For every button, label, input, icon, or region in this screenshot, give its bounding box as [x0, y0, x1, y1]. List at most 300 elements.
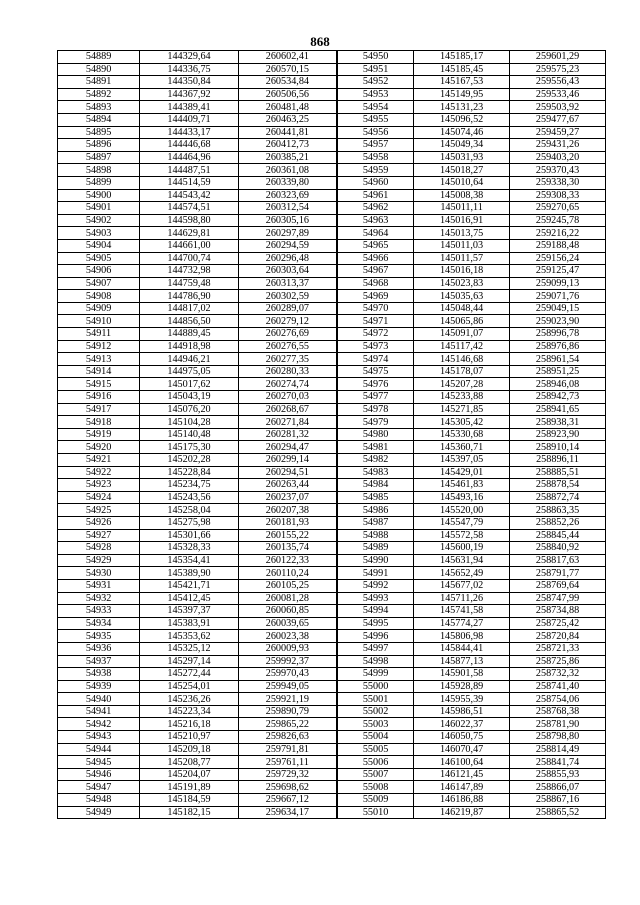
x-coordinate-left-cell: 144700,74 [140, 252, 239, 265]
y-coordinate-left-cell: 260506,56 [238, 88, 337, 101]
point-number-right-cell: 54956 [337, 126, 414, 139]
x-coordinate-left-cell: 144514,59 [140, 176, 239, 189]
x-coordinate-right-cell: 145074,46 [414, 126, 510, 139]
point-number-left-cell: 54928 [58, 542, 140, 555]
x-coordinate-right-cell: 145011,57 [414, 252, 510, 265]
y-coordinate-right-cell: 258872,74 [510, 491, 606, 504]
point-number-right-cell: 54987 [337, 516, 414, 529]
y-coordinate-left-cell: 260023,38 [238, 630, 337, 643]
point-number-left-cell: 54913 [58, 353, 140, 366]
x-coordinate-left-cell: 145209,18 [140, 743, 239, 756]
y-coordinate-left-cell: 259791,81 [238, 743, 337, 756]
point-number-right-cell: 54981 [337, 441, 414, 454]
point-number-right-cell: 54972 [337, 328, 414, 341]
point-number-left-cell: 54919 [58, 428, 140, 441]
point-number-right-cell: 54994 [337, 605, 414, 618]
point-number-right-cell: 54999 [337, 668, 414, 681]
y-coordinate-right-cell: 258855,93 [510, 768, 606, 781]
table-row [58, 479, 606, 492]
y-coordinate-left-cell: 259992,37 [238, 655, 337, 668]
x-coordinate-left-cell: 145353,62 [140, 630, 239, 643]
table-row [58, 668, 606, 681]
y-coordinate-left-cell: 260602,41 [238, 51, 337, 64]
point-number-left-cell: 54903 [58, 227, 140, 240]
y-coordinate-right-cell: 258910,14 [510, 441, 606, 454]
table-row [58, 454, 606, 467]
x-coordinate-left-cell: 145421,71 [140, 579, 239, 592]
point-number-left-cell: 54900 [58, 189, 140, 202]
y-coordinate-right-cell: 258951,25 [510, 365, 606, 378]
y-coordinate-left-cell: 260303,64 [238, 265, 337, 278]
point-number-left-cell: 54907 [58, 277, 140, 290]
table-row [58, 529, 606, 542]
x-coordinate-left-cell: 144629,81 [140, 227, 239, 240]
x-coordinate-left-cell: 145301,66 [140, 529, 239, 542]
y-coordinate-left-cell: 260463,25 [238, 113, 337, 126]
x-coordinate-right-cell: 146219,87 [414, 806, 510, 819]
x-coordinate-left-cell: 144817,02 [140, 302, 239, 315]
x-coordinate-right-cell: 145117,42 [414, 340, 510, 353]
point-number-left-cell: 54891 [58, 76, 140, 89]
table-row [58, 579, 606, 592]
y-coordinate-left-cell: 259826,63 [238, 731, 337, 744]
point-number-right-cell: 54997 [337, 642, 414, 655]
point-number-left-cell: 54914 [58, 365, 140, 378]
point-number-left-cell: 54936 [58, 642, 140, 655]
y-coordinate-right-cell: 259099,13 [510, 277, 606, 290]
coordinates-table [57, 50, 606, 819]
x-coordinate-right-cell: 146147,89 [414, 781, 510, 794]
y-coordinate-right-cell: 259245,78 [510, 214, 606, 227]
x-coordinate-right-cell: 145065,86 [414, 315, 510, 328]
x-coordinate-right-cell: 145010,64 [414, 176, 510, 189]
y-coordinate-right-cell: 258865,52 [510, 806, 606, 819]
y-coordinate-right-cell: 258747,99 [510, 592, 606, 605]
x-coordinate-left-cell: 145184,59 [140, 794, 239, 807]
x-coordinate-left-cell: 144446,68 [140, 139, 239, 152]
point-number-right-cell: 54965 [337, 239, 414, 252]
y-coordinate-left-cell: 260313,37 [238, 277, 337, 290]
x-coordinate-left-cell: 145191,89 [140, 781, 239, 794]
table-row [58, 391, 606, 404]
point-number-right-cell: 54962 [337, 202, 414, 215]
x-coordinate-left-cell: 144336,75 [140, 63, 239, 76]
table-row [58, 290, 606, 303]
point-number-left-cell: 54948 [58, 794, 140, 807]
y-coordinate-right-cell: 258814,49 [510, 743, 606, 756]
y-coordinate-right-cell: 258734,88 [510, 605, 606, 618]
x-coordinate-left-cell: 145412,45 [140, 592, 239, 605]
table-row [58, 126, 606, 139]
y-coordinate-right-cell: 258946,08 [510, 378, 606, 391]
point-number-left-cell: 54923 [58, 479, 140, 492]
y-coordinate-right-cell: 259308,33 [510, 189, 606, 202]
x-coordinate-left-cell: 145210,97 [140, 731, 239, 744]
y-coordinate-right-cell: 259023,90 [510, 315, 606, 328]
y-coordinate-left-cell: 260281,32 [238, 428, 337, 441]
y-coordinate-left-cell: 260534,84 [238, 76, 337, 89]
point-number-right-cell: 54992 [337, 579, 414, 592]
y-coordinate-left-cell: 260339,80 [238, 176, 337, 189]
point-number-right-cell: 54963 [337, 214, 414, 227]
point-number-left-cell: 54946 [58, 768, 140, 781]
y-coordinate-right-cell: 258866,07 [510, 781, 606, 794]
point-number-left-cell: 54910 [58, 315, 140, 328]
x-coordinate-left-cell: 144598,80 [140, 214, 239, 227]
y-coordinate-right-cell: 258867,16 [510, 794, 606, 807]
point-number-right-cell: 54952 [337, 76, 414, 89]
table-row [58, 378, 606, 391]
point-number-left-cell: 54909 [58, 302, 140, 315]
x-coordinate-left-cell: 145228,84 [140, 466, 239, 479]
y-coordinate-left-cell: 260122,33 [238, 554, 337, 567]
point-number-right-cell: 54993 [337, 592, 414, 605]
x-coordinate-left-cell: 144367,92 [140, 88, 239, 101]
y-coordinate-left-cell: 260279,12 [238, 315, 337, 328]
table-row [58, 630, 606, 643]
x-coordinate-left-cell: 144732,98 [140, 265, 239, 278]
point-number-right-cell: 55005 [337, 743, 414, 756]
x-coordinate-right-cell: 145305,42 [414, 416, 510, 429]
table-row [58, 655, 606, 668]
y-coordinate-right-cell: 258741,40 [510, 680, 606, 693]
x-coordinate-right-cell: 145806,98 [414, 630, 510, 643]
point-number-right-cell: 54971 [337, 315, 414, 328]
point-number-right-cell: 54974 [337, 353, 414, 366]
point-number-left-cell: 54942 [58, 718, 140, 731]
x-coordinate-right-cell: 146186,88 [414, 794, 510, 807]
table-row [58, 516, 606, 529]
x-coordinate-right-cell: 145233,88 [414, 391, 510, 404]
table-row [58, 176, 606, 189]
point-number-left-cell: 54912 [58, 340, 140, 353]
x-coordinate-left-cell: 144759,48 [140, 277, 239, 290]
y-coordinate-right-cell: 258769,64 [510, 579, 606, 592]
y-coordinate-right-cell: 258938,31 [510, 416, 606, 429]
point-number-left-cell: 54926 [58, 516, 140, 529]
table-row [58, 781, 606, 794]
point-number-left-cell: 54902 [58, 214, 140, 227]
y-coordinate-right-cell: 258732,32 [510, 668, 606, 681]
y-coordinate-left-cell: 259865,22 [238, 718, 337, 731]
point-number-right-cell: 54966 [337, 252, 414, 265]
y-coordinate-right-cell: 259338,30 [510, 176, 606, 189]
x-coordinate-left-cell: 144543,42 [140, 189, 239, 202]
x-coordinate-left-cell: 145182,15 [140, 806, 239, 819]
point-number-right-cell: 54985 [337, 491, 414, 504]
x-coordinate-right-cell: 145185,17 [414, 51, 510, 64]
y-coordinate-left-cell: 260412,73 [238, 139, 337, 152]
x-coordinate-right-cell: 145013,75 [414, 227, 510, 240]
x-coordinate-right-cell: 145901,58 [414, 668, 510, 681]
point-number-right-cell: 54955 [337, 113, 414, 126]
table-row [58, 768, 606, 781]
point-number-right-cell: 54957 [337, 139, 414, 152]
point-number-left-cell: 54905 [58, 252, 140, 265]
point-number-right-cell: 54958 [337, 151, 414, 164]
y-coordinate-right-cell: 259503,92 [510, 101, 606, 114]
point-number-right-cell: 55009 [337, 794, 414, 807]
x-coordinate-right-cell: 145035,63 [414, 290, 510, 303]
table-row [58, 592, 606, 605]
x-coordinate-right-cell: 145023,83 [414, 277, 510, 290]
y-coordinate-right-cell: 258798,80 [510, 731, 606, 744]
x-coordinate-left-cell: 144946,21 [140, 353, 239, 366]
y-coordinate-right-cell: 258841,74 [510, 756, 606, 769]
point-number-right-cell: 54976 [337, 378, 414, 391]
x-coordinate-right-cell: 145955,39 [414, 693, 510, 706]
point-number-left-cell: 54904 [58, 239, 140, 252]
point-number-left-cell: 54899 [58, 176, 140, 189]
y-coordinate-left-cell: 259921,19 [238, 693, 337, 706]
table-row [58, 239, 606, 252]
x-coordinate-right-cell: 145461,83 [414, 479, 510, 492]
point-number-left-cell: 54945 [58, 756, 140, 769]
point-number-right-cell: 54961 [337, 189, 414, 202]
point-number-left-cell: 54935 [58, 630, 140, 643]
y-coordinate-left-cell: 260039,65 [238, 617, 337, 630]
y-coordinate-left-cell: 260441,81 [238, 126, 337, 139]
x-coordinate-left-cell: 145223,34 [140, 705, 239, 718]
point-number-right-cell: 55008 [337, 781, 414, 794]
page-number: 868 [310, 34, 330, 49]
y-coordinate-right-cell: 259533,46 [510, 88, 606, 101]
x-coordinate-right-cell: 145131,23 [414, 101, 510, 114]
point-number-left-cell: 54943 [58, 731, 140, 744]
table-row [58, 642, 606, 655]
y-coordinate-left-cell: 260312,54 [238, 202, 337, 215]
y-coordinate-left-cell: 260270,03 [238, 391, 337, 404]
x-coordinate-right-cell: 146100,64 [414, 756, 510, 769]
x-coordinate-right-cell: 145271,85 [414, 403, 510, 416]
table-row [58, 328, 606, 341]
y-coordinate-right-cell: 259188,48 [510, 239, 606, 252]
point-number-right-cell: 54975 [337, 365, 414, 378]
x-coordinate-right-cell: 145016,18 [414, 265, 510, 278]
table-row [58, 504, 606, 517]
x-coordinate-right-cell: 145018,27 [414, 164, 510, 177]
y-coordinate-left-cell: 260271,84 [238, 416, 337, 429]
y-coordinate-right-cell: 259601,29 [510, 51, 606, 64]
table-row [58, 88, 606, 101]
point-number-left-cell: 54924 [58, 491, 140, 504]
point-number-left-cell: 54929 [58, 554, 140, 567]
table-row [58, 202, 606, 215]
table-row [58, 265, 606, 278]
y-coordinate-right-cell: 258768,38 [510, 705, 606, 718]
point-number-left-cell: 54898 [58, 164, 140, 177]
table-row [58, 680, 606, 693]
x-coordinate-right-cell: 145600,19 [414, 542, 510, 555]
y-coordinate-left-cell: 260060,85 [238, 605, 337, 618]
x-coordinate-right-cell: 145877,13 [414, 655, 510, 668]
point-number-right-cell: 54990 [337, 554, 414, 567]
point-number-right-cell: 54953 [337, 88, 414, 101]
point-number-right-cell: 55010 [337, 806, 414, 819]
table-row [58, 554, 606, 567]
point-number-right-cell: 54996 [337, 630, 414, 643]
point-number-right-cell: 54988 [337, 529, 414, 542]
y-coordinate-left-cell: 260294,47 [238, 441, 337, 454]
y-coordinate-left-cell: 260481,48 [238, 101, 337, 114]
point-number-left-cell: 54894 [58, 113, 140, 126]
x-coordinate-right-cell: 145547,79 [414, 516, 510, 529]
y-coordinate-right-cell: 258725,86 [510, 655, 606, 668]
point-number-right-cell: 55003 [337, 718, 414, 731]
table-row [58, 51, 606, 64]
x-coordinate-right-cell: 146022,37 [414, 718, 510, 731]
table-row [58, 743, 606, 756]
x-coordinate-right-cell: 145493,16 [414, 491, 510, 504]
x-coordinate-right-cell: 145207,28 [414, 378, 510, 391]
point-number-left-cell: 54908 [58, 290, 140, 303]
y-coordinate-left-cell: 260289,07 [238, 302, 337, 315]
y-coordinate-left-cell: 260135,74 [238, 542, 337, 555]
table-row [58, 605, 606, 618]
x-coordinate-left-cell: 145254,01 [140, 680, 239, 693]
x-coordinate-right-cell: 145677,02 [414, 579, 510, 592]
y-coordinate-left-cell: 259698,62 [238, 781, 337, 794]
x-coordinate-right-cell: 145185,45 [414, 63, 510, 76]
point-number-right-cell: 54969 [337, 290, 414, 303]
x-coordinate-left-cell: 145175,30 [140, 441, 239, 454]
point-number-right-cell: 54951 [337, 63, 414, 76]
y-coordinate-left-cell: 260237,07 [238, 491, 337, 504]
x-coordinate-left-cell: 145076,20 [140, 403, 239, 416]
y-coordinate-left-cell: 260323,69 [238, 189, 337, 202]
y-coordinate-left-cell: 260302,59 [238, 290, 337, 303]
table-row [58, 416, 606, 429]
y-coordinate-left-cell: 260280,33 [238, 365, 337, 378]
table-row [58, 731, 606, 744]
point-number-left-cell: 54934 [58, 617, 140, 630]
y-coordinate-left-cell: 259634,17 [238, 806, 337, 819]
x-coordinate-right-cell: 145011,11 [414, 202, 510, 215]
y-coordinate-left-cell: 259729,32 [238, 768, 337, 781]
point-number-left-cell: 54922 [58, 466, 140, 479]
x-coordinate-left-cell: 145104,28 [140, 416, 239, 429]
table-row [58, 214, 606, 227]
y-coordinate-right-cell: 259477,67 [510, 113, 606, 126]
y-coordinate-left-cell: 259970,43 [238, 668, 337, 681]
x-coordinate-left-cell: 144661,00 [140, 239, 239, 252]
y-coordinate-right-cell: 259370,43 [510, 164, 606, 177]
point-number-right-cell: 55000 [337, 680, 414, 693]
y-coordinate-left-cell: 260296,48 [238, 252, 337, 265]
x-coordinate-right-cell: 145572,58 [414, 529, 510, 542]
point-number-left-cell: 54906 [58, 265, 140, 278]
x-coordinate-right-cell: 145397,05 [414, 454, 510, 467]
y-coordinate-left-cell: 260181,93 [238, 516, 337, 529]
y-coordinate-left-cell: 260570,15 [238, 63, 337, 76]
x-coordinate-right-cell: 145711,26 [414, 592, 510, 605]
y-coordinate-left-cell: 260385,21 [238, 151, 337, 164]
x-coordinate-right-cell: 145844,41 [414, 642, 510, 655]
point-number-left-cell: 54921 [58, 454, 140, 467]
point-number-right-cell: 54964 [337, 227, 414, 240]
x-coordinate-left-cell: 144350,84 [140, 76, 239, 89]
table-row [58, 365, 606, 378]
point-number-left-cell: 54939 [58, 680, 140, 693]
x-coordinate-left-cell: 144574,51 [140, 202, 239, 215]
point-number-right-cell: 55006 [337, 756, 414, 769]
point-number-left-cell: 54897 [58, 151, 140, 164]
x-coordinate-left-cell: 144889,45 [140, 328, 239, 341]
point-number-right-cell: 54998 [337, 655, 414, 668]
y-coordinate-left-cell: 259890,79 [238, 705, 337, 718]
table-row [58, 705, 606, 718]
table-row [58, 113, 606, 126]
table-row [58, 756, 606, 769]
point-number-left-cell: 54925 [58, 504, 140, 517]
y-coordinate-right-cell: 259125,47 [510, 265, 606, 278]
x-coordinate-right-cell: 145178,07 [414, 365, 510, 378]
table-row [58, 617, 606, 630]
table-row [58, 189, 606, 202]
x-coordinate-right-cell: 145008,38 [414, 189, 510, 202]
x-coordinate-left-cell: 145243,56 [140, 491, 239, 504]
y-coordinate-left-cell: 260277,35 [238, 353, 337, 366]
x-coordinate-right-cell: 145167,53 [414, 76, 510, 89]
x-coordinate-left-cell: 145325,12 [140, 642, 239, 655]
table-row [58, 567, 606, 580]
x-coordinate-left-cell: 145272,44 [140, 668, 239, 681]
point-number-left-cell: 54930 [58, 567, 140, 580]
x-coordinate-right-cell: 146050,75 [414, 731, 510, 744]
point-number-left-cell: 54896 [58, 139, 140, 152]
x-coordinate-left-cell: 145383,91 [140, 617, 239, 630]
y-coordinate-left-cell: 260305,16 [238, 214, 337, 227]
table-row [58, 252, 606, 265]
x-coordinate-left-cell: 145354,41 [140, 554, 239, 567]
x-coordinate-left-cell: 144329,64 [140, 51, 239, 64]
point-number-right-cell: 54978 [337, 403, 414, 416]
x-coordinate-right-cell: 145986,51 [414, 705, 510, 718]
point-number-right-cell: 54983 [337, 466, 414, 479]
x-coordinate-left-cell: 145216,18 [140, 718, 239, 731]
y-coordinate-left-cell: 260276,55 [238, 340, 337, 353]
x-coordinate-left-cell: 144464,96 [140, 151, 239, 164]
y-coordinate-right-cell: 258720,84 [510, 630, 606, 643]
x-coordinate-right-cell: 145031,93 [414, 151, 510, 164]
point-number-left-cell: 54892 [58, 88, 140, 101]
coordinates-table-body [58, 51, 606, 819]
y-coordinate-right-cell: 258725,42 [510, 617, 606, 630]
y-coordinate-right-cell: 259216,22 [510, 227, 606, 240]
point-number-right-cell: 54967 [337, 265, 414, 278]
y-coordinate-left-cell: 260294,51 [238, 466, 337, 479]
y-coordinate-right-cell: 259270,65 [510, 202, 606, 215]
y-coordinate-right-cell: 258942,73 [510, 391, 606, 404]
table-row [58, 315, 606, 328]
x-coordinate-right-cell: 145091,07 [414, 328, 510, 341]
y-coordinate-left-cell: 260081,28 [238, 592, 337, 605]
table-row [58, 101, 606, 114]
y-coordinate-right-cell: 258781,90 [510, 718, 606, 731]
y-coordinate-left-cell: 259667,12 [238, 794, 337, 807]
y-coordinate-left-cell: 260268,67 [238, 403, 337, 416]
y-coordinate-left-cell: 260155,22 [238, 529, 337, 542]
y-coordinate-left-cell: 260294,59 [238, 239, 337, 252]
x-coordinate-left-cell: 145297,14 [140, 655, 239, 668]
point-number-right-cell: 54959 [337, 164, 414, 177]
y-coordinate-left-cell: 260297,89 [238, 227, 337, 240]
y-coordinate-right-cell: 259071,76 [510, 290, 606, 303]
point-number-right-cell: 54995 [337, 617, 414, 630]
y-coordinate-left-cell: 260263,44 [238, 479, 337, 492]
point-number-left-cell: 54916 [58, 391, 140, 404]
y-coordinate-right-cell: 259403,20 [510, 151, 606, 164]
